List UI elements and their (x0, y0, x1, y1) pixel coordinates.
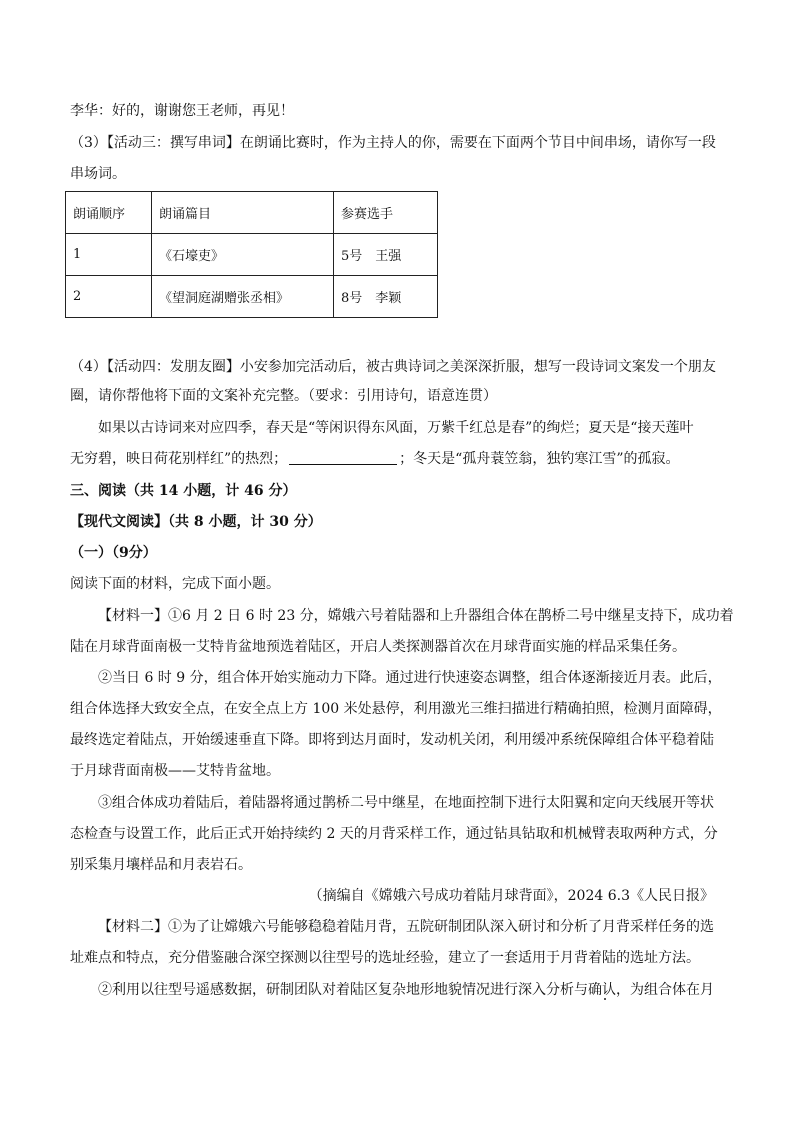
season-text: 如果以古诗词来对应四季，春天是“等闲识得东风面，万紫千红总是春”的绚烂；夏天是“接天莲叶 (98, 420, 694, 436)
subsection-heading: 【现代文阅读】（共 8 小题，计 30 分） (70, 514, 322, 530)
activity-three-prompt: （3）【活动三：撰写串词】在朗诵比赛时，作为主持人的你，需要在下面两个节目中间串场，请你写一段 (70, 135, 716, 151)
table-cell: 8号 李颖 (334, 276, 438, 318)
table-cell: 2 (66, 276, 152, 318)
table-header-row (66, 192, 438, 234)
material-one-p3: ③组合体成功着陆后，着陆器将通过鹊桥二号中继星，在地面控制下进行太阳翼和定向天线展开等状 (98, 795, 714, 811)
table-cell: 《石壕吏》 (152, 234, 334, 276)
table-header-cell: 参赛选手 (334, 192, 438, 234)
dialogue-line: 李华：好的，谢谢您王老师，再见！ (70, 103, 294, 119)
fill-in-blank[interactable] (289, 450, 397, 465)
material-two-p1-cont: 址难点和特点，充分借鉴融合深空探测以往型号的选址经验，建立了一套适用于月背着陆的选址方法。 (70, 950, 700, 966)
season-text-part-a: 无穷碧，映日荷花别样红”的热烈； (70, 451, 288, 467)
activity-three-prompt-cont: 串场词。 (70, 166, 126, 182)
season-text-cont (70, 449, 724, 469)
material-one-p2: ②当日 6 时 9 分，组合体开始实施动力下降。通过进行快速姿态调整，组合体逐渐接近月表。此后， (98, 670, 722, 686)
material-one-p1-cont: 陆在月球背面南极一艾特肯盆地预选着陆区，开启人类探测器首次在月球背面实施的样品采集任务。 (70, 639, 686, 655)
season-text-part-b: ；冬天是“孤舟蓑笠翁，独钓寒江雪”的孤寂。 (399, 451, 680, 467)
material-one-p2-cont: 最终选定着陆点，开始缓速垂直下降。即将到达月面时，发动机关闭，利用缓冲系统保障组合体平稳着陆 (70, 732, 714, 748)
material-one-p3-cont: 别采集月壤样品和月表岩石。 (70, 857, 252, 873)
table-row (66, 234, 438, 276)
activity-four-prompt: （4）【活动四：发朋友圈】小安参加完活动后，被古典诗词之美深深折服，想写一段诗词文案发一个朋友 (70, 359, 716, 375)
instruction-text: 阅读下面的材料，完成下面小题。 (70, 576, 280, 592)
material-one-p2-cont: 于月球背面南极——艾特肯盆地。 (70, 763, 280, 779)
recitation-table (65, 191, 438, 318)
material-one-p2-cont: 组合体选择大致安全点，在安全点上方 100 米处悬停，利用激光三维扫描进行精确拍照，检测月面障碍， (70, 701, 722, 717)
table-cell: 1 (66, 234, 152, 276)
material-one-p1: 【材料一】①6 月 2 日 6 时 23 分，嫦娥六号着陆器和上升器组合体在鹊桥二号中继星支持下，成功着 (98, 608, 734, 624)
material-two-p1: 【材料二】①为了让嫦娥六号能够稳稳着陆月背，五院研制团队深入研讨和分析了月背采样任务的选 (98, 919, 714, 935)
table-cell: 《望洞庭湖赠张丞相》 (152, 276, 334, 318)
table-row (66, 276, 438, 318)
source-citation: （摘编自《嫦娥六号成功着陆月球背面》，2024 6.3《人民日报》 (308, 888, 714, 904)
table-cell: 5号 王强 (334, 234, 438, 276)
scan-dot (604, 998, 606, 1000)
part-heading: （一）（9分） (70, 545, 157, 561)
material-two-p2: ②利用以往型号遥感数据，研制团队对着陆区复杂地形地貌情况进行深入分析与确认，为组合体在月 (98, 982, 714, 998)
table-header-cell: 朗诵顺序 (66, 192, 152, 234)
section-heading: 三、阅读（共 14 小题，计 46 分） (70, 483, 297, 499)
table-header-cell: 朗诵篇目 (152, 192, 334, 234)
activity-four-prompt-cont: 圈，请你帮他将下面的文案补充完整。（要求：引用诗句，语意连贯） (70, 388, 497, 404)
material-one-p3-cont: 态检查与设置工作，此后正式开始持续约 2 天的月背采样工作，通过钻具钻取和机械臂表取两种方式，分 (70, 826, 718, 842)
